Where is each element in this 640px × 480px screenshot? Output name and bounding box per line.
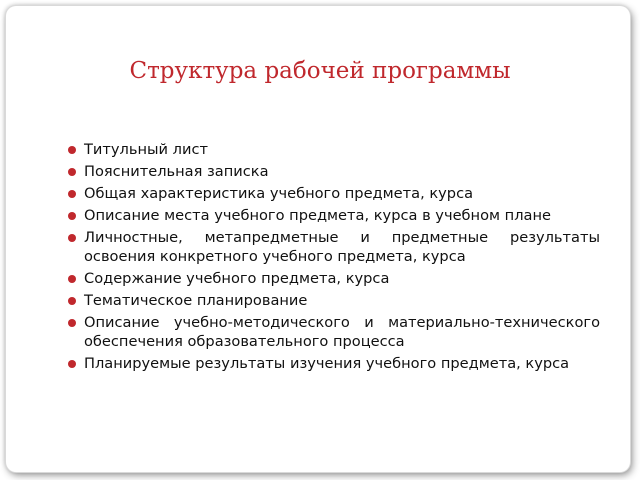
list-item xyxy=(68,162,600,181)
list-item-text: Описание учебно-методического и материально-технического обеспечения образовательного процесса xyxy=(84,314,600,350)
bullet-dot-icon xyxy=(68,190,76,198)
list-item-text: Планируемые результаты изучения учебного предмета, курса xyxy=(84,355,570,372)
list-item-text: Титульный лист xyxy=(84,141,208,158)
list-item xyxy=(68,269,600,288)
bullet-dot-icon xyxy=(68,275,76,283)
list-item xyxy=(68,313,600,351)
list-item-text: Тематическое планирование xyxy=(84,292,308,309)
bullet-dot-icon xyxy=(68,234,76,242)
list-item-text: Описание места учебного предмета, курса в учебном плане xyxy=(84,207,551,224)
list-item xyxy=(68,140,600,159)
list-item-text: Общая характеристика учебного предмета, курса xyxy=(84,185,474,202)
list-item xyxy=(68,206,600,225)
list-item xyxy=(68,184,600,203)
slide-title: Структура рабочей программы xyxy=(129,58,511,84)
bullet-dot-icon xyxy=(68,297,76,305)
list-item xyxy=(68,228,600,266)
bullet-dot-icon xyxy=(68,319,76,327)
bullet-dot-icon xyxy=(68,168,76,176)
list-item xyxy=(68,291,600,310)
bullet-dot-icon xyxy=(68,360,76,368)
list-item-text: Пояснительная записка xyxy=(84,163,269,180)
bullet-list xyxy=(68,140,600,376)
list-item xyxy=(68,354,600,373)
list-item-text: Содержание учебного предмета, курса xyxy=(84,270,390,287)
list-item-text: Личностные, метапредметные и предметные результаты освоения конкретного учебного предмета, курса xyxy=(84,229,600,265)
bullet-dot-icon xyxy=(68,146,76,154)
bullet-dot-icon xyxy=(68,212,76,220)
